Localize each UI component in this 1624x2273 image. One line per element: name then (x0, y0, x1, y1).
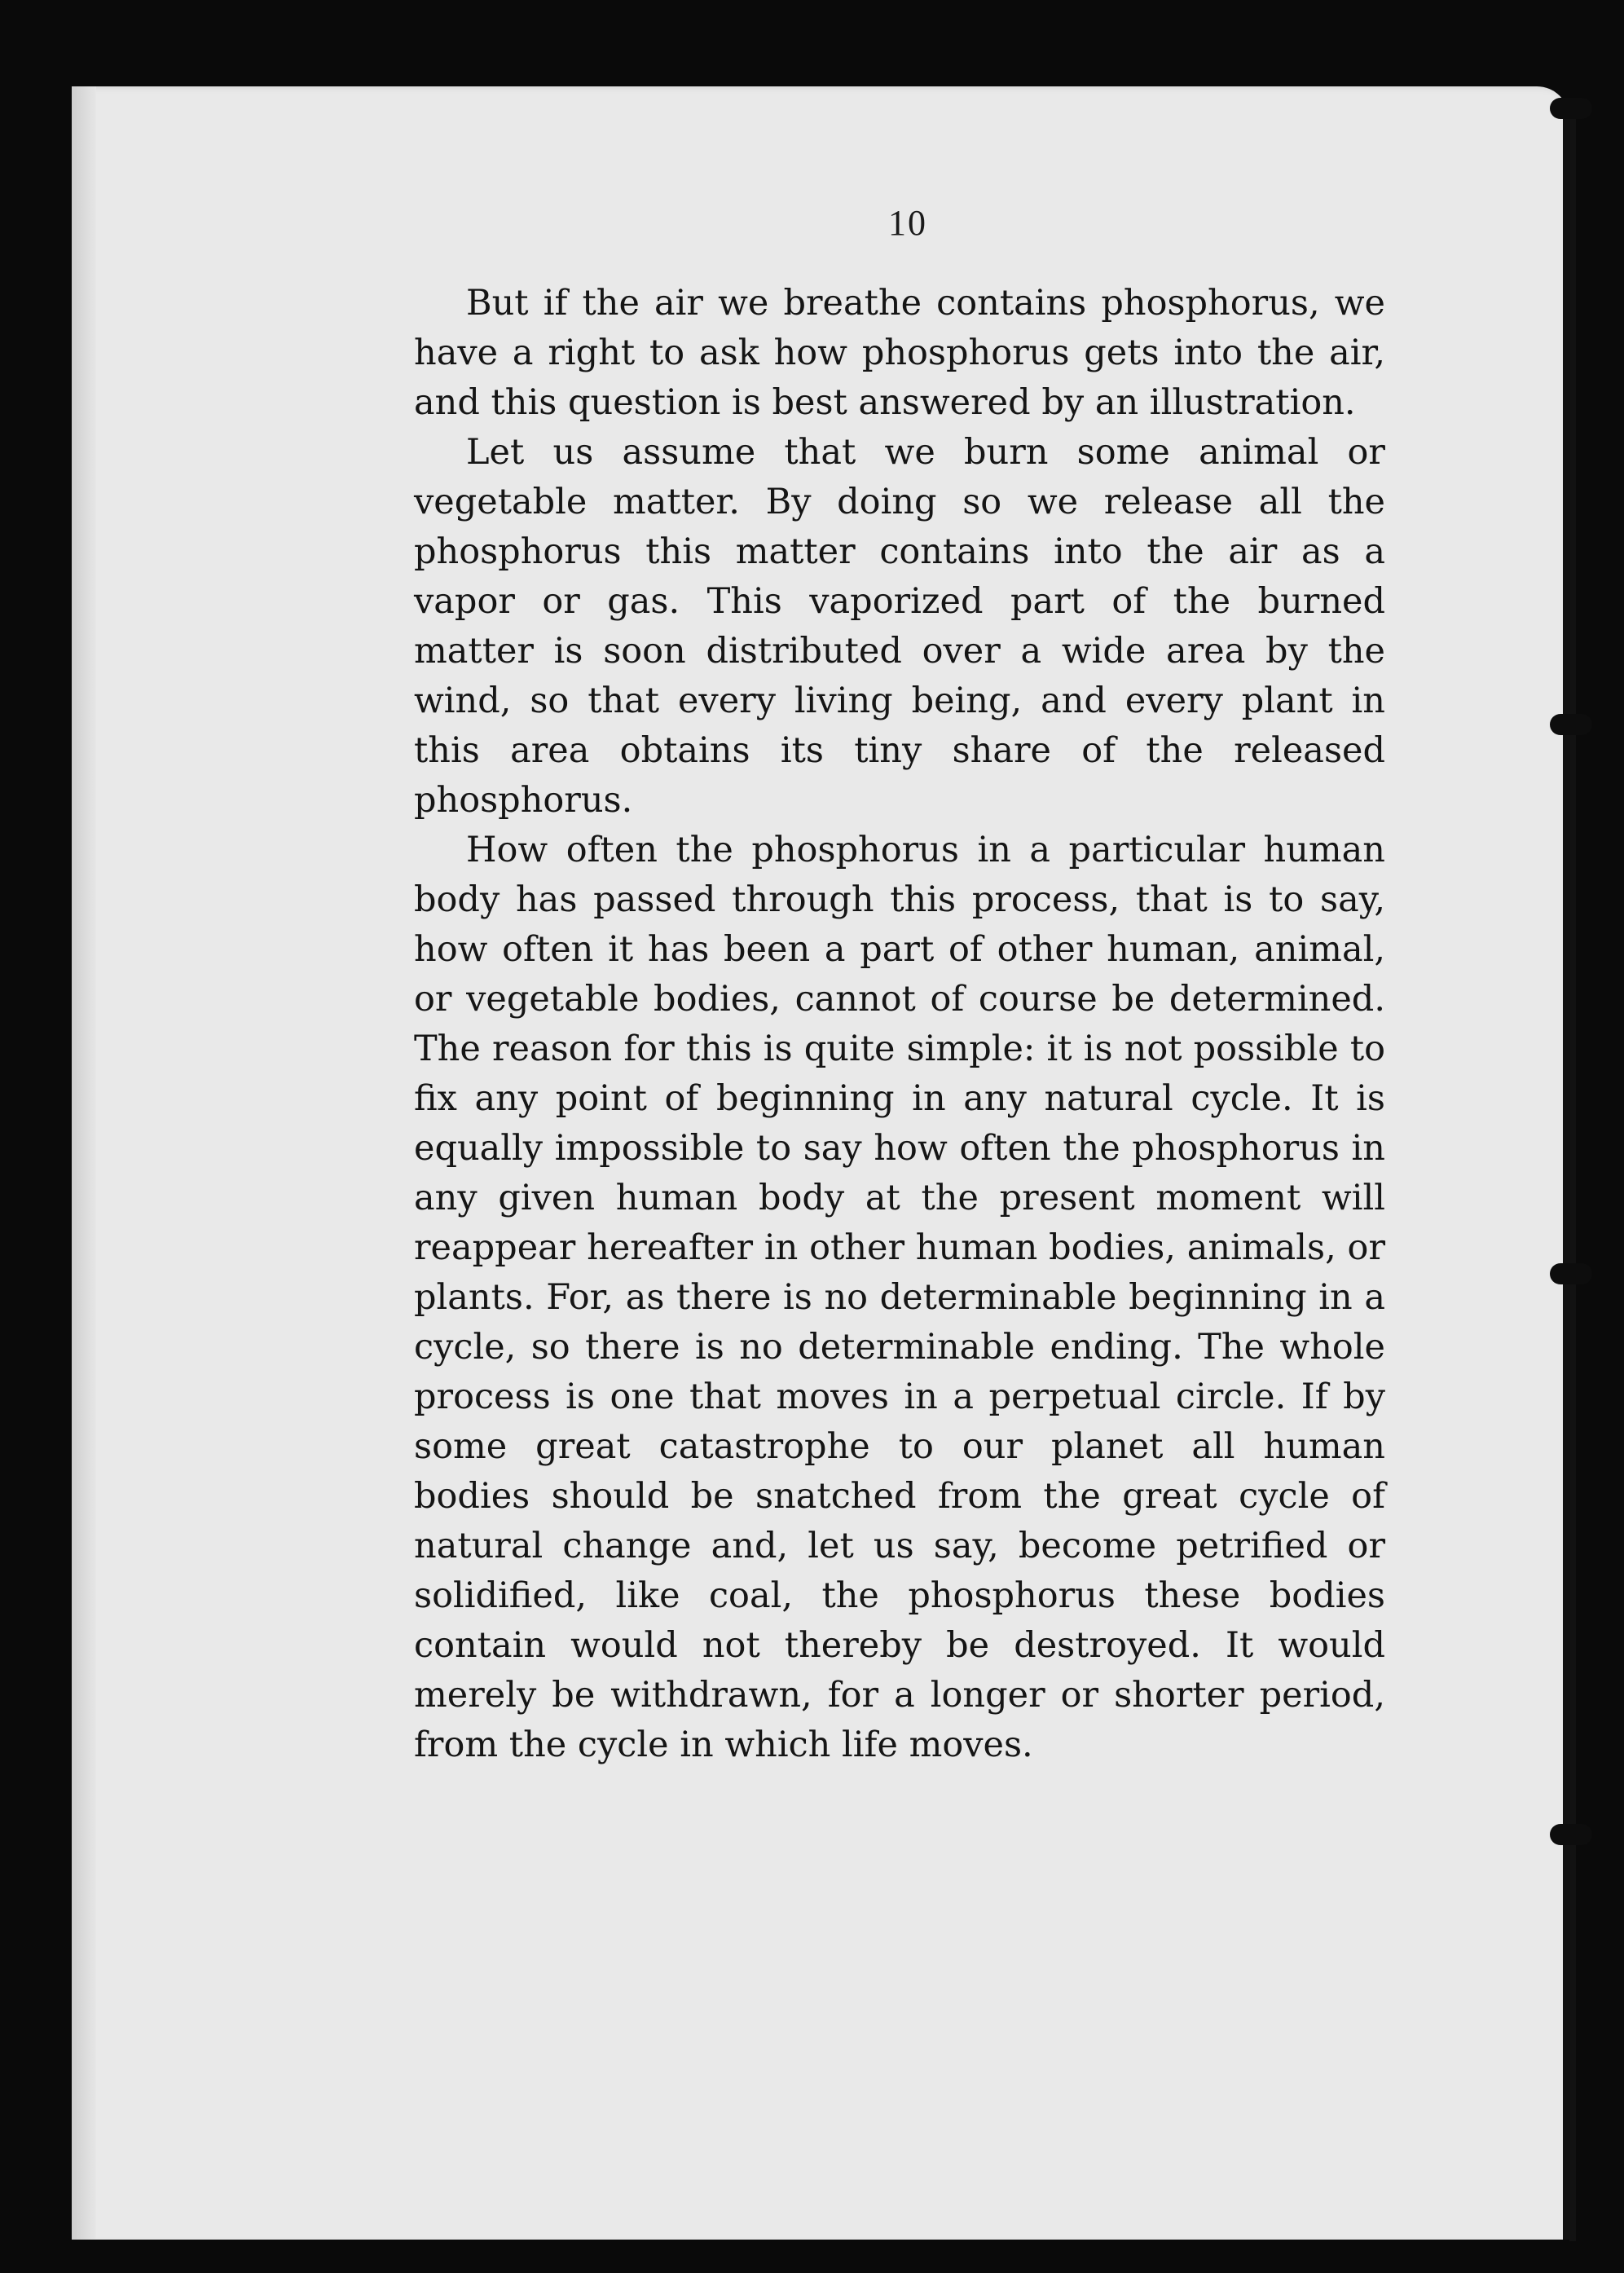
paragraph: How often the phosphorus in a particular human body has passed through this process, that is to say, how often it has been a part of other human, animal, or vegetable bodies, cannot of course be determined. The reason for this is quite simple: it is not possible to fix any point of beginning in any natural cycle. It is equally impossible to say how often the phosphorus in any given human body at the present moment will reappear hereafter in other human bodies, animals, or plants. For, as there is no determinable beginning in a cycle, so there is no determinable ending. The whole process is one that moves in a perpetual circle. If by some great catastrophe to our planet all human bodies should be snatched from the great cycle of natural change and, let us say, become petrified or solidified, like coal, the phosphorus these bodies contain would not thereby be destroyed. It would merely be withdrawn, for a longer or shorter period, from the cycle in which life moves. (414, 830, 1385, 1765)
binding-clip (1550, 98, 1592, 119)
body-text (414, 279, 1385, 1770)
page-edge-shadow (72, 86, 96, 2244)
binding-clip (1550, 1824, 1592, 1845)
paragraph: Let us assume that we burn some animal or vegetable matter. By doing so we release all the phosphorus this matter contains into the air as a vapor or gas. This vaporized part of the burned matter is soon distributed over a wide area by the wind, so that every living being, and every plant in this area obtains its tiny share of the released phosphorus. (414, 432, 1385, 821)
binding-clip (1550, 714, 1592, 735)
paragraph: But if the air we breathe contains phosphorus, we have a right to ask how phosphorus gets into the air, and this question is best answered by an illustration. (414, 283, 1385, 423)
bottom-shadow (72, 2240, 1569, 2273)
binding-spine (1563, 114, 1576, 2241)
binding-clip (1550, 1263, 1592, 1284)
page-number: 10 (888, 203, 927, 243)
